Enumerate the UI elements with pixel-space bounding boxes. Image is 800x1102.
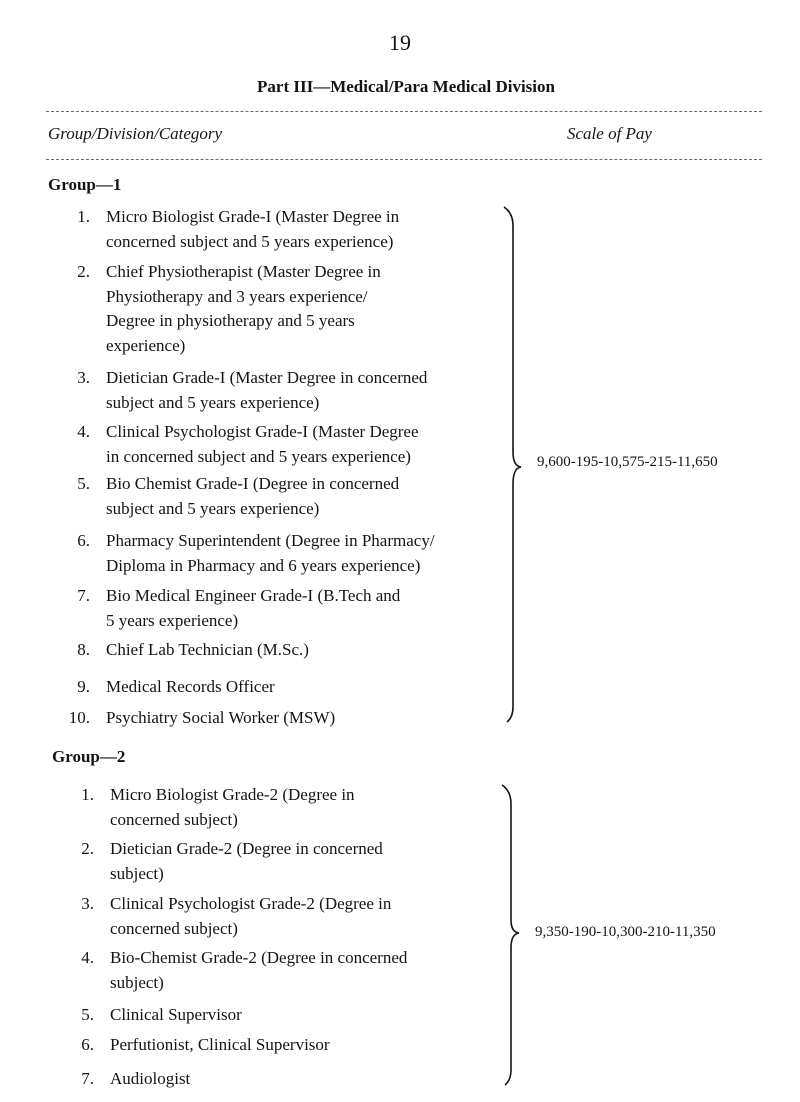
item-text-line: Clinical Supervisor [110,1005,242,1024]
item-text-line: concerned subject) [110,809,238,829]
item-text-line: concerned subject and 5 years experience) [106,231,394,251]
item-text-line: Dietician Grade-I (Master Degree in concerned [106,368,428,387]
column-header-category: Group/Division/Category [48,124,223,143]
item-text [106,675,526,700]
item-number: 1. [81,785,94,804]
item-number: 5. [81,1005,94,1024]
item-text-line: Perfutionist, Clinical Supervisor [110,1035,330,1054]
item-text-line: subject and 5 years experience) [106,498,320,518]
item-text-line: Micro Biologist Grade-2 (Degree in [110,785,355,804]
item-text-line: Bio Chemist Grade-I (Degree in concerned [106,474,400,493]
header-bottom-rule [46,159,762,160]
item-number: 10. [68,708,90,727]
item-number: 9. [77,677,90,696]
item-number: 2. [77,262,90,281]
item-number: 6. [81,1035,94,1054]
group-heading: Group—2 [52,747,126,766]
item-text-line: 5 years experience) [106,610,239,630]
header-top-rule [46,111,762,112]
item-text-line: Dietician Grade-2 (Degree in concerned [110,839,383,858]
group-2-pay-scale: 9,350-190-10,300-210-11,350 [535,924,716,940]
item-text [110,837,530,886]
item-text-line: Chief Lab Technician (M.Sc.) [106,640,309,659]
item-text-line: Diploma in Pharmacy and 6 years experience) [106,555,421,575]
item-text [110,892,530,941]
item-number: 5. [77,474,90,493]
item-text [110,783,530,832]
item-number: 3. [77,368,90,387]
item-text-line: experience) [106,335,186,355]
item-text-line: Degree in physiotherapy and 5 years [106,311,355,330]
item-number: 6. [77,531,90,550]
item-text [106,420,526,469]
item-text-line: Clinical Psychologist Grade-I (Master Degree [106,422,419,441]
item-number: 4. [81,948,94,967]
item-text-line: Clinical Psychologist Grade-2 (Degree in [110,894,392,913]
item-text [106,584,526,633]
item-text-line: concerned subject) [110,918,238,938]
item-text-line: Chief Physiotherapist (Master Degree in [106,262,381,281]
item-number: 3. [81,894,94,913]
item-text [106,529,526,578]
item-text-line: Psychiatry Social Worker (MSW) [106,708,336,727]
item-text [106,260,526,358]
item-text-line: subject) [110,972,164,992]
item-text [110,1067,530,1092]
item-number: 7. [77,586,90,605]
item-text-line: subject) [110,863,164,883]
group-1-pay-scale: 9,600-195-10,575-215-11,650 [537,454,718,470]
item-text [106,638,526,663]
item-text [110,1033,530,1058]
item-text [106,366,526,415]
item-text [106,706,526,731]
item-text-line: in concerned subject and 5 years experience) [106,446,411,466]
item-text-line: Medical Records Officer [106,677,275,696]
item-number: 1. [77,207,90,226]
item-text-line: Bio Medical Engineer Grade-I (B.Tech and [106,586,401,605]
item-text-line: Audiologist [110,1069,191,1088]
item-text [110,1003,530,1028]
page-number: 19 [389,30,411,55]
item-text [110,946,530,995]
item-text [106,472,526,521]
item-text-line: Physiotherapy and 3 years experience/ [106,286,368,306]
column-header-scale-of-pay: Scale of Pay [567,124,652,143]
item-number: 8. [77,640,90,659]
part-title: Part III—Medical/Para Medical Division [257,77,555,96]
item-text-line: Micro Biologist Grade-I (Master Degree in [106,207,400,226]
item-number: 7. [81,1069,94,1088]
item-text-line: subject and 5 years experience) [106,392,320,412]
item-number: 2. [81,839,94,858]
item-text-line: Pharmacy Superintendent (Degree in Pharmacy/ [106,531,435,550]
group-heading: Group—1 [48,175,122,194]
item-text-line: Bio-Chemist Grade-2 (Degree in concerned [110,948,408,967]
item-text [106,205,526,254]
item-number: 4. [77,422,90,441]
